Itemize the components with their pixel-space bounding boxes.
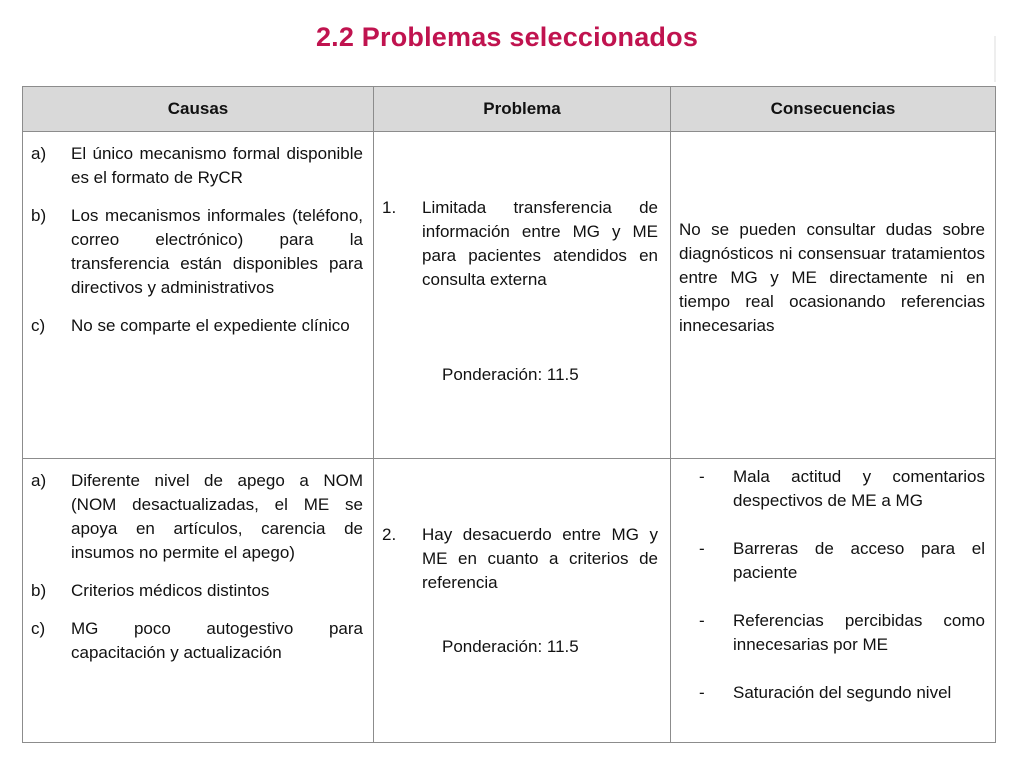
list-marker: - [699, 683, 705, 702]
list-item-text: Diferente nivel de apego a NOM (NOM desactualizadas, el ME se apoya en artículos, carencia de insumos no permite el apego) [71, 471, 363, 562]
list-marker: c) [31, 316, 46, 335]
list-item-text: Saturación del segundo nivel [733, 683, 952, 702]
table-row [23, 132, 996, 459]
consecuencias-cell [671, 459, 996, 743]
list-item-text: Mala actitud y comentarios despectivos de ME a MG [733, 467, 985, 510]
list-item [31, 617, 363, 665]
problema-item [382, 196, 658, 292]
header-consecuencias: Consecuencias [671, 87, 996, 132]
list-item [31, 579, 363, 603]
list-marker: - [699, 539, 705, 558]
list-item-text: MG poco autogestivo para capacitación y actualización [71, 619, 363, 662]
list-marker: b) [31, 581, 47, 600]
problema-cell [374, 132, 671, 459]
header-causas: Causas [23, 87, 374, 132]
causas-cell [23, 459, 374, 743]
ponderacion-label: Ponderación: 11.5 [442, 365, 579, 384]
table-header-row [23, 87, 996, 132]
list-marker: b) [31, 206, 47, 225]
header-problema: Problema [374, 87, 671, 132]
table-row [23, 459, 996, 743]
problema-text: Limitada transferencia de información entre MG y ME para pacientes atendidos en consulta externa [422, 198, 658, 289]
list-item [699, 609, 985, 657]
problema-item [382, 523, 658, 595]
slide-edge-mark [994, 36, 996, 82]
list-marker: a) [31, 144, 47, 163]
ponderacion-label: Ponderación: 11.5 [442, 637, 579, 656]
list-item-text: Barreras de acceso para el paciente [733, 539, 985, 582]
causas-list [31, 469, 363, 665]
list-item-text: No se comparte el expediente clínico [71, 316, 350, 335]
problema-number: 1. [382, 198, 397, 217]
consecuencias-cell [671, 132, 996, 459]
list-item-text: Referencias percibidas como innecesarias por ME [733, 611, 985, 654]
consecuencias-text: No se pueden consultar dudas sobre diagnósticos ni consensuar tratamientos entre MG y ME directamente ni en tiempo real ocasionando referencias innecesarias [679, 220, 985, 335]
problema-number: 2. [382, 525, 397, 544]
list-item-text: Criterios médicos distintos [71, 581, 270, 600]
list-item [31, 142, 363, 190]
list-marker: a) [31, 471, 47, 490]
list-item [31, 204, 363, 300]
problema-text: Hay desacuerdo entre MG y ME en cuanto a criterios de referencia [422, 525, 658, 592]
list-item-text: Los mecanismos informales (teléfono, correo electrónico) para la transferencia están disponibles para directivos y administrativos [71, 206, 363, 297]
list-item [699, 537, 985, 585]
list-marker: - [699, 467, 705, 486]
page-title: 2.2 Problemas seleccionados [315, 22, 699, 52]
list-item [699, 465, 985, 513]
list-item-text: El único mecanismo formal disponible es el formato de RyCR [71, 144, 363, 187]
list-marker: c) [31, 619, 46, 638]
list-item [31, 314, 363, 338]
causas-list [31, 142, 363, 338]
consecuencias-list [671, 459, 995, 705]
list-item [699, 681, 985, 705]
problema-cell [374, 459, 671, 743]
list-marker: - [699, 611, 705, 630]
causas-cell [23, 132, 374, 459]
problems-table [22, 86, 996, 743]
list-item [31, 469, 363, 565]
